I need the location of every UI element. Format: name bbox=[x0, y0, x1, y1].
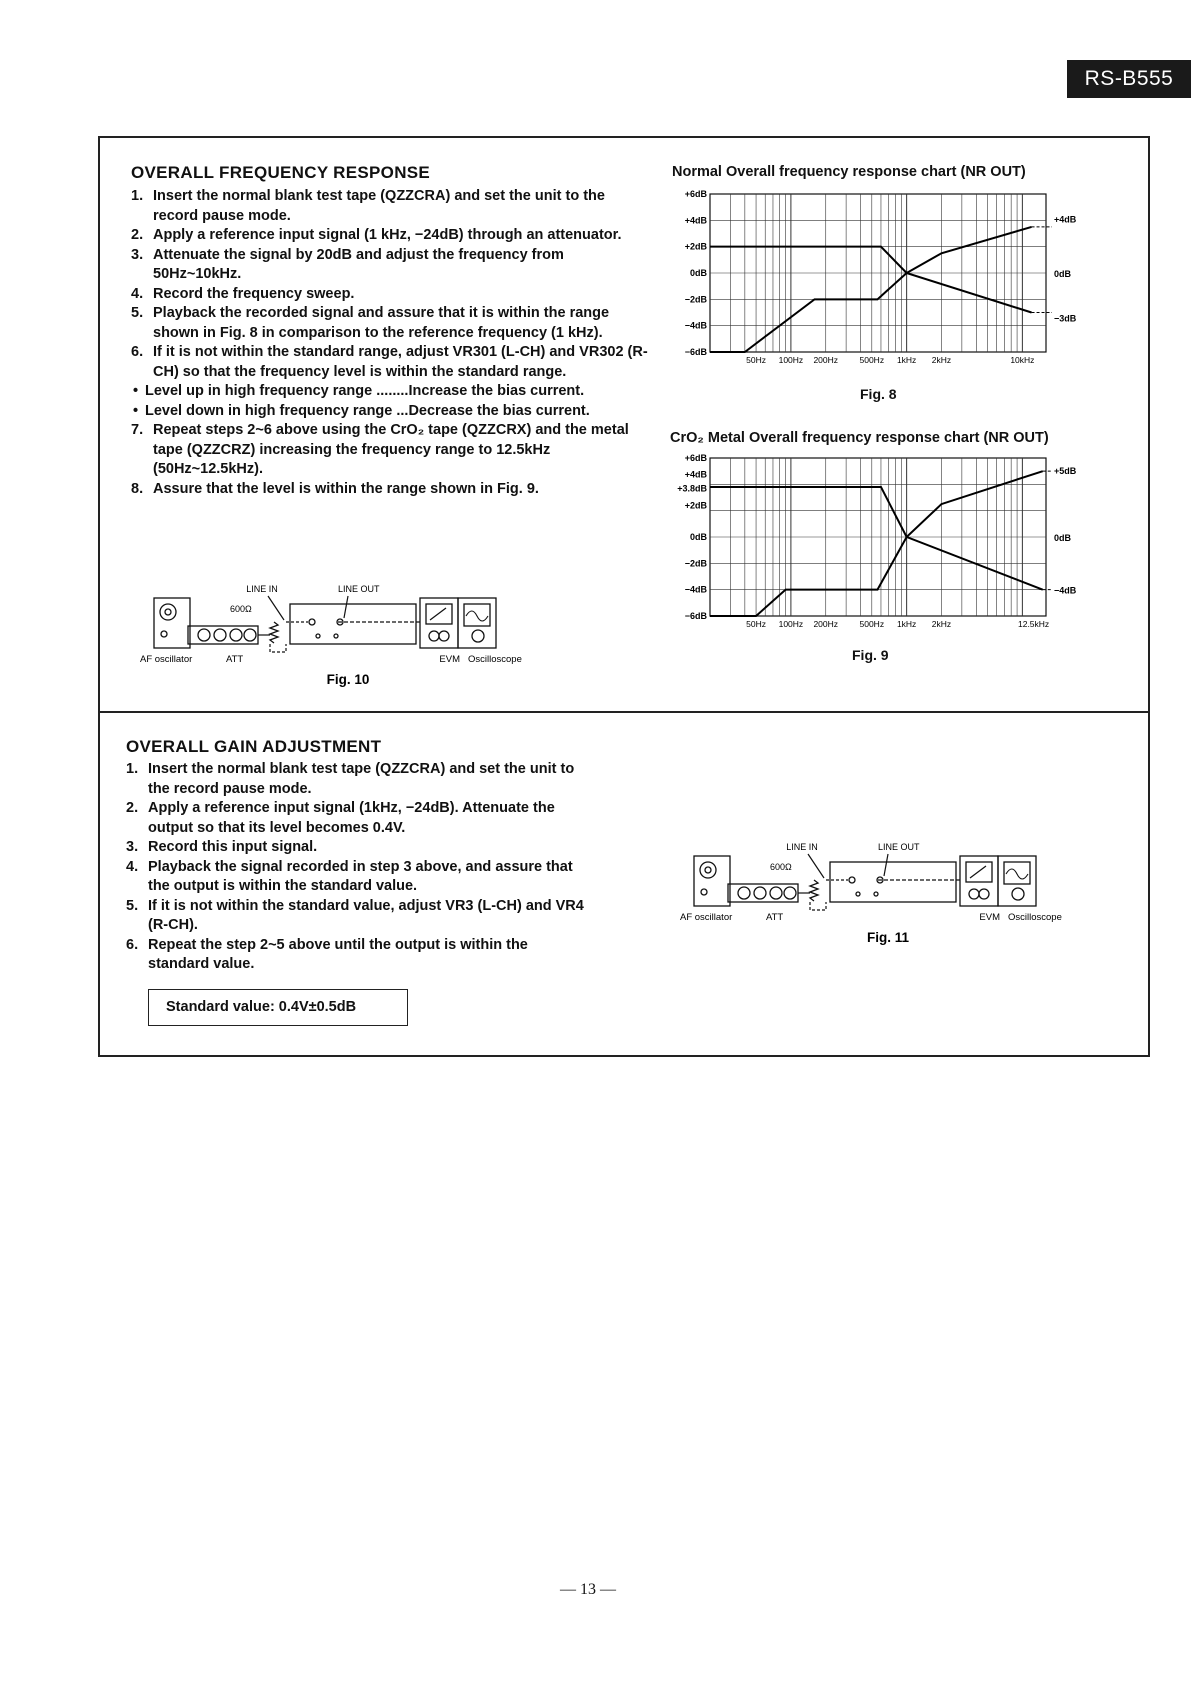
step-item bbox=[131, 480, 651, 500]
bias-bullet: • Level up in high frequency range ........Increase the bias current. bbox=[133, 382, 651, 402]
step-item bbox=[126, 760, 586, 799]
step-number: 4. bbox=[131, 285, 144, 302]
step-item bbox=[131, 421, 651, 480]
oscillator-dial bbox=[700, 862, 716, 878]
evm-knob bbox=[439, 631, 449, 641]
att-knob bbox=[198, 629, 210, 641]
step-text: Playback the recorded signal and assure that it is within the range shown in bbox=[153, 305, 610, 341]
freq-section-title: OVERALL FREQUENCY RESPONSE bbox=[131, 163, 431, 182]
step-number: 8. bbox=[131, 480, 144, 497]
step-text: Repeat steps 2~6 above using the CrO₂ tape (QZZCRX) and the metal tape (QZZCRZ) increasing the frequency range to 12.5kHz (50Hz~12.5kHz). bbox=[153, 422, 629, 477]
y-tick-label: −2dB bbox=[684, 294, 707, 305]
att-knob bbox=[770, 887, 782, 899]
x-tick-label: 200Hz bbox=[813, 619, 839, 629]
resistor-600ohm bbox=[270, 622, 278, 643]
ohm-label: 600Ω bbox=[770, 862, 792, 872]
model-badge: RS-B555 bbox=[1067, 60, 1191, 98]
step-item bbox=[126, 799, 586, 838]
x-tick-label: 12.5kHz bbox=[1017, 619, 1050, 629]
x-tick-label: 2kHz bbox=[931, 619, 952, 629]
y-tick-label: −4dB bbox=[684, 320, 707, 331]
step-number: 5. bbox=[126, 897, 139, 914]
step-number: 7. bbox=[131, 422, 144, 438]
oscillator-dial bbox=[160, 604, 176, 620]
step-item bbox=[126, 838, 586, 858]
oscilloscope-label: Oscilloscope bbox=[1008, 912, 1062, 923]
fig8-title: Normal Overall frequency response chart (NR OUT) bbox=[672, 164, 1026, 180]
y-tick-label: −4dB bbox=[684, 584, 707, 595]
y-tick-label: +2dB bbox=[684, 241, 707, 252]
y-tick-label: −6dB bbox=[684, 347, 707, 357]
x-tick-label: 1kHz bbox=[896, 355, 917, 365]
step-number: 3. bbox=[131, 246, 144, 263]
ground-wire bbox=[810, 902, 826, 910]
right-limit-label: 0dB bbox=[1054, 533, 1072, 543]
step-number: 2. bbox=[131, 227, 144, 243]
pointer-line bbox=[268, 596, 284, 620]
resistor-600ohm bbox=[810, 880, 818, 901]
oscillator-terminal bbox=[161, 631, 167, 637]
x-tick-label: 100Hz bbox=[778, 355, 804, 365]
y-tick-label: 0dB bbox=[689, 532, 707, 542]
step-text: Record the frequency sweep. bbox=[153, 285, 355, 302]
scope-wave bbox=[1006, 869, 1028, 879]
y-tick-label: 0dB bbox=[689, 268, 707, 278]
freq-steps-list bbox=[131, 187, 651, 499]
x-tick-label: 500Hz bbox=[859, 355, 885, 365]
step-text: Apply a reference input signal (1kHz, −24dB). Attenuate the output so that its level becomes 0.4V. bbox=[148, 800, 555, 836]
evm-needle bbox=[970, 866, 986, 878]
standard-value-box: Standard value: 0.4V±0.5dB bbox=[148, 989, 408, 1026]
ohm-label: 600Ω bbox=[230, 604, 252, 614]
step-item bbox=[131, 226, 651, 246]
step-text: If it is not within the standard value, adjust VR3 (L-CH) and VR4 (R-CH). bbox=[148, 897, 584, 933]
evm-meter bbox=[966, 862, 992, 882]
jack bbox=[849, 877, 855, 883]
right-limit-label: −3dB bbox=[1054, 313, 1077, 324]
line-out-label: LINE OUT bbox=[338, 584, 380, 594]
y-tick-label: +3.8dB bbox=[677, 483, 707, 494]
step-item bbox=[131, 246, 651, 285]
evm-needle bbox=[430, 608, 446, 620]
fig9-label: Fig. 9 bbox=[852, 647, 889, 663]
step-text: Apply a reference input signal (1 kHz, −24dB) through an attenuator. bbox=[153, 227, 622, 243]
step-number: 1. bbox=[126, 761, 139, 777]
y-tick-label: −2dB bbox=[684, 558, 707, 569]
jack bbox=[856, 892, 860, 896]
step-text: in comparison to the reference frequency (1 kHz). bbox=[257, 324, 603, 341]
right-limit-label: +4dB bbox=[1054, 214, 1077, 225]
jack bbox=[309, 619, 315, 625]
pointer-line bbox=[808, 854, 824, 878]
x-tick-label: 500Hz bbox=[859, 619, 885, 629]
att-knob bbox=[230, 629, 242, 641]
page-number: — 13 — bbox=[560, 1581, 616, 1598]
ground-wire bbox=[270, 644, 286, 652]
figure-label: Fig. 11 bbox=[866, 930, 910, 945]
y-tick-label: +4dB bbox=[684, 469, 707, 480]
step-number: 1. bbox=[131, 188, 144, 204]
att-label: ATT bbox=[226, 654, 244, 665]
step-item bbox=[131, 343, 651, 382]
scope-knob bbox=[472, 630, 484, 642]
af-oscillator-label: AF oscillator bbox=[140, 654, 193, 665]
scope-wave bbox=[466, 611, 488, 621]
y-tick-label: +6dB bbox=[684, 189, 707, 199]
step-item bbox=[126, 858, 586, 897]
step-text: Insert the normal blank test tape (QZZCRA) and set the unit to the record pause mode. bbox=[148, 761, 575, 797]
att-knob bbox=[754, 887, 766, 899]
section-divider bbox=[98, 711, 1150, 713]
step-number: 6. bbox=[131, 344, 144, 360]
x-tick-label: 10kHz bbox=[1010, 355, 1035, 365]
fig8-label: Fig. 8 bbox=[860, 386, 897, 402]
fig9-title: CrO₂ Metal Overall frequency response chart (NR OUT) bbox=[670, 430, 1049, 446]
y-tick-label: +2dB bbox=[684, 500, 707, 511]
cassette-deck-box bbox=[830, 862, 956, 902]
x-tick-label: 100Hz bbox=[778, 619, 804, 629]
oscillator-knob bbox=[165, 609, 171, 615]
figure-label: Fig. 10 bbox=[326, 672, 370, 687]
right-limit-label: −4dB bbox=[1054, 585, 1077, 596]
gain-section-title: OVERALL GAIN ADJUSTMENT bbox=[126, 737, 382, 756]
step-text: If it is not within the standard range, adjust VR301 (L-CH) and VR302 (R-CH) so that the frequency level is within the standard range. bbox=[153, 344, 648, 380]
fig8-chart bbox=[660, 188, 1100, 368]
right-limit-label: 0dB bbox=[1054, 269, 1072, 279]
jack bbox=[316, 634, 320, 638]
gain-steps-list bbox=[126, 760, 586, 975]
step-number: 3. bbox=[126, 839, 139, 855]
step-item bbox=[126, 936, 586, 975]
x-tick-label: 1kHz bbox=[896, 619, 917, 629]
af-oscillator-label: AF oscillator bbox=[680, 912, 733, 923]
step-text: Repeat the step 2~5 above until the output is within the standard value. bbox=[148, 936, 528, 972]
x-tick-label: 2kHz bbox=[931, 355, 952, 365]
bias-bullets bbox=[131, 382, 651, 421]
fig10-diagram bbox=[138, 580, 558, 688]
step-text: Insert the normal blank test tape (QZZCRA) and set the unit to the record pause mode. bbox=[153, 188, 605, 224]
step-text: . bbox=[534, 480, 539, 497]
y-tick-label: +6dB bbox=[684, 453, 707, 463]
right-limit-label: +5dB bbox=[1054, 466, 1077, 477]
step-item bbox=[126, 897, 586, 936]
evm-meter bbox=[426, 604, 452, 624]
x-tick-label: 50Hz bbox=[746, 619, 766, 629]
evm-knob bbox=[429, 631, 439, 641]
evm-knob bbox=[969, 889, 979, 899]
evm-knob bbox=[979, 889, 989, 899]
jack bbox=[334, 634, 338, 638]
scope-knob bbox=[1012, 888, 1024, 900]
step-number: 2. bbox=[126, 800, 139, 816]
step-number: 6. bbox=[126, 936, 139, 953]
fig9-chart bbox=[660, 452, 1100, 638]
oscillator-knob bbox=[705, 867, 711, 873]
step-text: Playback the signal recorded in step 3 above, and assure that the output is within the standard value. bbox=[148, 858, 573, 894]
step-item bbox=[131, 285, 651, 305]
x-tick-label: 50Hz bbox=[746, 355, 766, 365]
pointer-line bbox=[344, 596, 348, 618]
oscillator-terminal bbox=[701, 889, 707, 895]
cassette-deck-box bbox=[290, 604, 416, 644]
oscilloscope-label: Oscilloscope bbox=[468, 654, 522, 665]
step-number: 4. bbox=[126, 858, 139, 875]
jack bbox=[874, 892, 878, 896]
bias-bullet: • Level down in high frequency range ...Decrease the bias current. bbox=[133, 402, 651, 422]
line-out-label: LINE OUT bbox=[878, 842, 920, 852]
att-label: ATT bbox=[766, 912, 784, 923]
fig11-diagram bbox=[678, 838, 1098, 946]
evm-label: EVM bbox=[439, 654, 460, 665]
step-fig-ref: Fig. 9 bbox=[497, 480, 535, 497]
line-in-label: LINE IN bbox=[246, 584, 278, 594]
step-item bbox=[131, 187, 651, 226]
pointer-line bbox=[884, 854, 888, 876]
x-tick-label: 200Hz bbox=[813, 355, 839, 365]
step-number: 5. bbox=[131, 305, 144, 321]
att-knob bbox=[214, 629, 226, 641]
step-fig-ref: Fig. 8 bbox=[219, 324, 258, 341]
evm-label: EVM bbox=[979, 912, 1000, 923]
y-tick-label: −6dB bbox=[684, 611, 707, 621]
att-knob bbox=[738, 887, 750, 899]
step-text: Record this input signal. bbox=[148, 839, 318, 855]
att-knob bbox=[784, 887, 796, 899]
y-tick-label: +4dB bbox=[684, 215, 707, 226]
step-text: Attenuate the signal by 20dB and adjust the frequency from 50Hz~10kHz. bbox=[153, 246, 564, 282]
step-item bbox=[131, 304, 651, 343]
line-in-label: LINE IN bbox=[786, 842, 818, 852]
att-knob bbox=[244, 629, 256, 641]
step-text: Assure that the level is within the range shown in bbox=[153, 480, 498, 497]
